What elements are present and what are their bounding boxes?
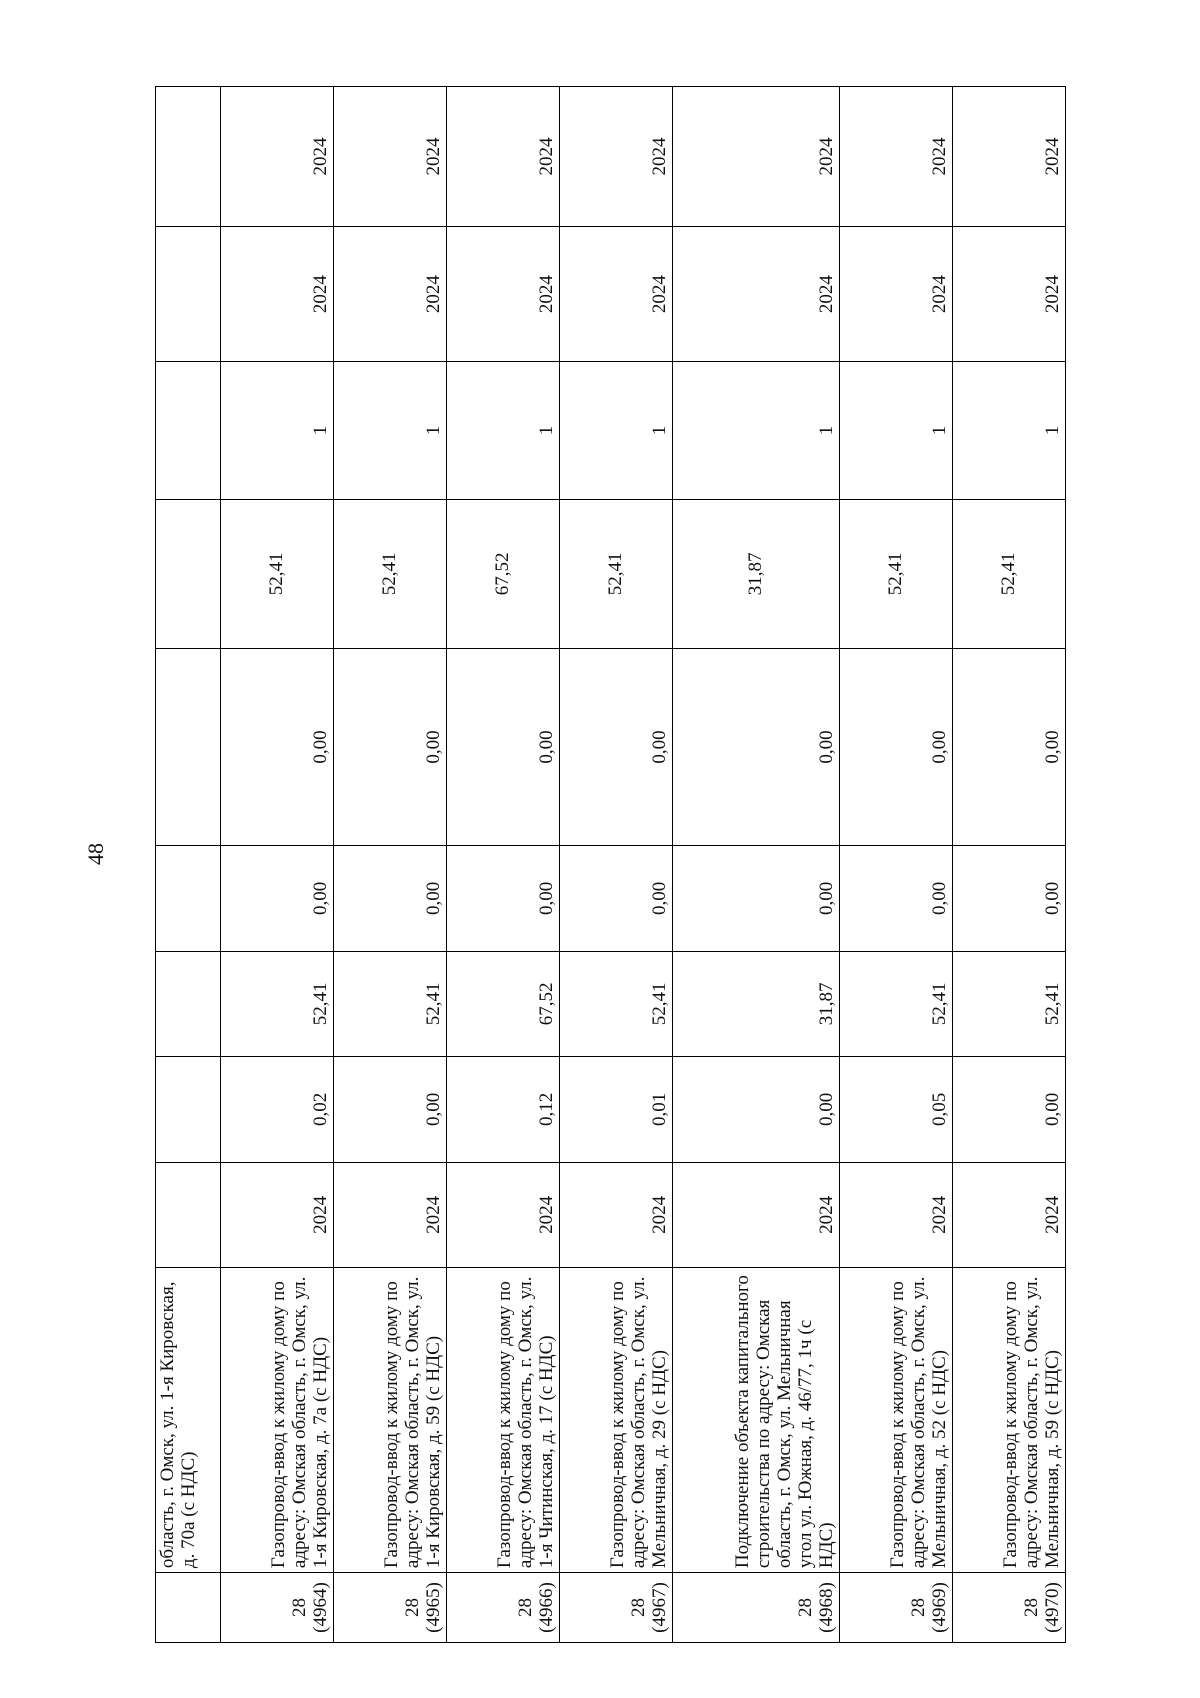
year2-cell: 2024 <box>334 226 447 361</box>
c8-cell: 1 <box>559 362 672 500</box>
row-number-cell: 28 (4965) <box>334 1573 447 1643</box>
year1-cell: 2024 <box>672 1162 839 1267</box>
row-number-cell: 28 (4969) <box>840 1573 953 1643</box>
year3-cell: 2024 <box>334 87 447 227</box>
year2-cell: 2024 <box>559 226 672 361</box>
c8-cell: 1 <box>221 362 334 500</box>
table-row <box>221 87 334 1643</box>
year1-cell: 2024 <box>447 1162 560 1267</box>
c3-cell: 0,12 <box>447 1057 560 1162</box>
c4-cell: 31,87 <box>672 951 839 1056</box>
description-cell: Газопровод-ввод к жилому дому по адресу: Омская область, г. Омск, ул. 1-я Читинская, д. 17 (с НДС) <box>447 1268 560 1573</box>
year2-cell: 2024 <box>221 226 334 361</box>
year3-cell: 2024 <box>672 87 839 227</box>
description-cell: Подключение объекта капитального строительства по адресу: Омская область, г. Омск, ул. Мельничная угол ул. Южная, д. 46/77, 1ч (с НДС) <box>672 1268 839 1573</box>
year1-cell: 2024 <box>953 1162 1066 1267</box>
row-number-cell: 28 (4964) <box>221 1573 334 1643</box>
year3-cell: 2024 <box>447 87 560 227</box>
c4-cell: 52,41 <box>840 951 953 1056</box>
c7-cell: 52,41 <box>559 499 672 648</box>
year1-cell: 2024 <box>334 1162 447 1267</box>
year1-cell: 2024 <box>559 1162 672 1267</box>
year2-cell <box>156 226 221 361</box>
c8-cell <box>156 362 221 500</box>
year3-cell: 2024 <box>953 87 1066 227</box>
c6-cell <box>156 648 221 845</box>
c4-cell: 52,41 <box>953 951 1066 1056</box>
row-number-cell: 28 (4968) <box>672 1573 839 1643</box>
c3-cell: 0,00 <box>672 1057 839 1162</box>
c3-cell: 0,02 <box>221 1057 334 1162</box>
year2-cell: 2024 <box>447 226 560 361</box>
c7-cell: 67,52 <box>447 499 560 648</box>
table-body <box>221 87 1066 1643</box>
c4-cell: 52,41 <box>334 951 447 1056</box>
c3-cell: 0,05 <box>840 1057 953 1162</box>
c8-cell: 1 <box>840 362 953 500</box>
c5-cell: 0,00 <box>221 846 334 951</box>
year1-cell: 2024 <box>221 1162 334 1267</box>
c4-cell: 52,41 <box>221 951 334 1056</box>
data-table-rotated <box>155 86 1066 1643</box>
table-row-partial <box>156 87 221 1643</box>
c4-cell <box>156 951 221 1056</box>
c6-cell: 0,00 <box>559 648 672 845</box>
description-cell: Газопровод-ввод к жилому дому по адресу: Омская область, г. Омск, ул. 1-я Кировская, д. 59 (с НДС) <box>334 1268 447 1573</box>
year3-cell: 2024 <box>559 87 672 227</box>
c6-cell: 0,00 <box>447 648 560 845</box>
c8-cell: 1 <box>672 362 839 500</box>
c5-cell: 0,00 <box>672 846 839 951</box>
c6-cell: 0,00 <box>672 648 839 845</box>
c6-cell: 0,00 <box>840 648 953 845</box>
c6-cell: 0,00 <box>221 648 334 845</box>
c8-cell: 1 <box>334 362 447 500</box>
c6-cell: 0,00 <box>334 648 447 845</box>
year2-cell: 2024 <box>672 226 839 361</box>
c5-cell <box>156 846 221 951</box>
row-number-cell: 28 (4966) <box>447 1573 560 1643</box>
table-row <box>447 87 560 1643</box>
page-number: 48 <box>83 843 108 865</box>
year1-cell <box>156 1162 221 1267</box>
row-number-cell: 28 (4970) <box>953 1573 1066 1643</box>
c3-cell: 0,00 <box>334 1057 447 1162</box>
year3-cell <box>156 87 221 227</box>
c5-cell: 0,00 <box>447 846 560 951</box>
c7-cell: 31,87 <box>672 499 839 648</box>
description-cell: Газопровод-ввод к жилому дому по адресу: Омская область, г. Омск, ул. 1-я Кировская, д. 7а (с НДС) <box>221 1268 334 1573</box>
year3-cell: 2024 <box>221 87 334 227</box>
c3-cell: 0,00 <box>953 1057 1066 1162</box>
c7-cell: 52,41 <box>840 499 953 648</box>
c5-cell: 0,00 <box>334 846 447 951</box>
description-cell: Газопровод-ввод к жилому дому по адресу: Омская область, г. Омск, ул. Мельничная, д. 29 (с НДС) <box>559 1268 672 1573</box>
c6-cell: 0,00 <box>953 648 1066 845</box>
description-cell: Газопровод-ввод к жилому дому по адресу: Омская область, г. Омск, ул. Мельничная, д. 59 (с НДС) <box>953 1268 1066 1573</box>
table-row <box>953 87 1066 1643</box>
c4-cell: 52,41 <box>559 951 672 1056</box>
data-table <box>155 86 1066 1643</box>
year2-cell: 2024 <box>840 226 953 361</box>
c5-cell: 0,00 <box>840 846 953 951</box>
c3-cell: 0,01 <box>559 1057 672 1162</box>
c8-cell: 1 <box>953 362 1066 500</box>
description-cell: Газопровод-ввод к жилому дому по адресу: Омская область, г. Омск, ул. Мельничная, д. 52 (с НДС) <box>840 1268 953 1573</box>
c7-cell: 52,41 <box>334 499 447 648</box>
table-row <box>672 87 839 1643</box>
table-row <box>840 87 953 1643</box>
c8-cell: 1 <box>447 362 560 500</box>
c7-cell: 52,41 <box>953 499 1066 648</box>
table-row <box>559 87 672 1643</box>
c7-cell: 52,41 <box>221 499 334 648</box>
c5-cell: 0,00 <box>953 846 1066 951</box>
description-cell: область, г. Омск, ул. 1-я Кировская, д. 70а (с НДС) <box>156 1268 221 1573</box>
c7-cell <box>156 499 221 648</box>
year3-cell: 2024 <box>840 87 953 227</box>
c5-cell: 0,00 <box>559 846 672 951</box>
c4-cell: 67,52 <box>447 951 560 1056</box>
c3-cell <box>156 1057 221 1162</box>
rotated-table-container <box>155 86 1066 1643</box>
year2-cell: 2024 <box>953 226 1066 361</box>
table-row <box>334 87 447 1643</box>
year1-cell: 2024 <box>840 1162 953 1267</box>
num-cell <box>156 1573 221 1643</box>
row-number-cell: 28 (4967) <box>559 1573 672 1643</box>
